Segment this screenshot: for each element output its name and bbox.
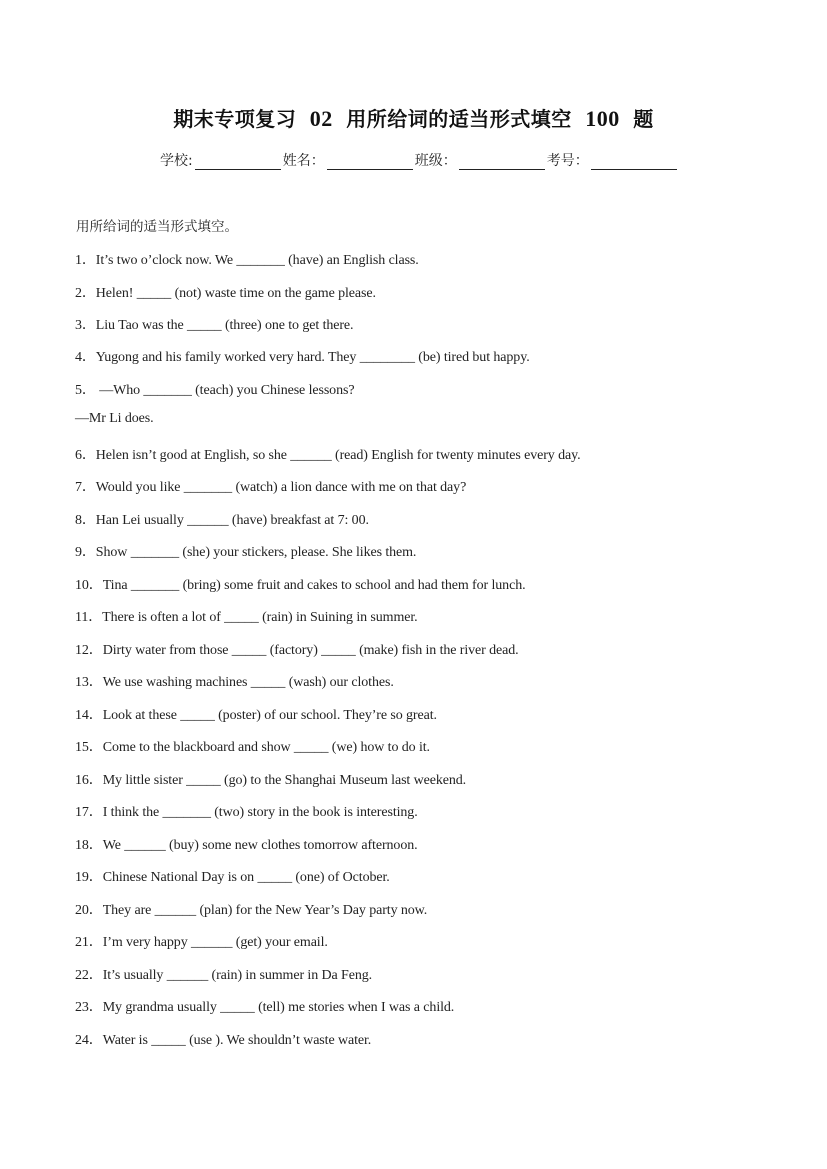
exam-no-label: 考号： bbox=[546, 153, 589, 169]
question-item: 21．I’m very happy ______ (get) your email. bbox=[75, 935, 328, 950]
question-item: 9．Show _______ (she) your stickers, please. She likes them. bbox=[75, 545, 417, 560]
instruction-text: 用所给词的适当形式填空。 bbox=[76, 219, 238, 235]
page-title bbox=[0, 103, 827, 132]
question-item: 8．Han Lei usually ______ (have) breakfast at 7: 00. bbox=[75, 513, 369, 528]
question-item: 17．I think the _______ (two) story in the book is interesting. bbox=[75, 805, 418, 820]
class-label: 班级： bbox=[414, 153, 457, 169]
name-label: 姓名： bbox=[282, 153, 325, 169]
question-item: 4．Yugong and his family worked very hard. They ________ (be) tired but happy. bbox=[75, 350, 530, 365]
question-item: 2．Helen! _____ (not) waste time on the game please. bbox=[75, 286, 376, 301]
question-item: 3．Liu Tao was the _____ (three) one to get there. bbox=[75, 318, 354, 333]
question-item: 5． —Who _______ (teach) you Chinese lessons? bbox=[75, 383, 355, 398]
question-item: 1．It’s two o’clock now. We _______ (have) an English class. bbox=[75, 253, 419, 268]
question-item: 15．Come to the blackboard and show _____ (we) how to do it. bbox=[75, 740, 430, 755]
question-item: 11．There is often a lot of _____ (rain) in Suining in summer. bbox=[75, 610, 418, 625]
question-item: 22．It’s usually ______ (rain) in summer in Da Feng. bbox=[75, 968, 373, 983]
question-item: 6．Helen isn’t good at English, so she ______ (read) English for twenty minutes every day. bbox=[75, 448, 581, 463]
school-label: 学校: bbox=[160, 153, 193, 169]
question-item: 24．Water is _____ (use ). We shouldn’t waste water. bbox=[75, 1033, 372, 1048]
title-count: 100 bbox=[585, 106, 620, 131]
question-item: 7．Would you like _______ (watch) a lion dance with me on that day? bbox=[75, 480, 467, 495]
question-item: 10．Tina _______ (bring) some fruit and cakes to school and had them for lunch. bbox=[75, 578, 526, 593]
question-item: 16．My little sister _____ (go) to the Shanghai Museum last weekend. bbox=[75, 773, 467, 788]
name-field[interactable] bbox=[327, 153, 413, 170]
question-item: 14．Look at these _____ (poster) of our school. They’re so great. bbox=[75, 708, 437, 723]
class-field[interactable] bbox=[459, 153, 545, 170]
title-middle: 用所给词的适当形式填空 bbox=[346, 107, 572, 131]
student-info-row bbox=[160, 150, 679, 170]
question-item: 19．Chinese National Day is on _____ (one) of October. bbox=[75, 870, 390, 885]
answer-line: —Mr Li does. bbox=[75, 411, 154, 426]
question-item: 12．Dirty water from those _____ (factory) _____ (make) fish in the river dead. bbox=[75, 643, 519, 658]
title-number: 02 bbox=[309, 106, 333, 131]
question-item: 20．They are ______ (plan) for the New Year’s Day party now. bbox=[75, 903, 428, 918]
exam-no-field[interactable] bbox=[591, 153, 677, 170]
title-prefix: 期末专项复习 bbox=[173, 107, 297, 131]
school-field[interactable] bbox=[195, 153, 281, 170]
question-item: 23．My grandma usually _____ (tell) me stories when I was a child. bbox=[75, 1000, 455, 1015]
title-suffix: 题 bbox=[633, 107, 654, 131]
question-item: 13．We use washing machines _____ (wash) our clothes. bbox=[75, 675, 394, 690]
question-item: 18．We ______ (buy) some new clothes tomorrow afternoon. bbox=[75, 838, 418, 853]
